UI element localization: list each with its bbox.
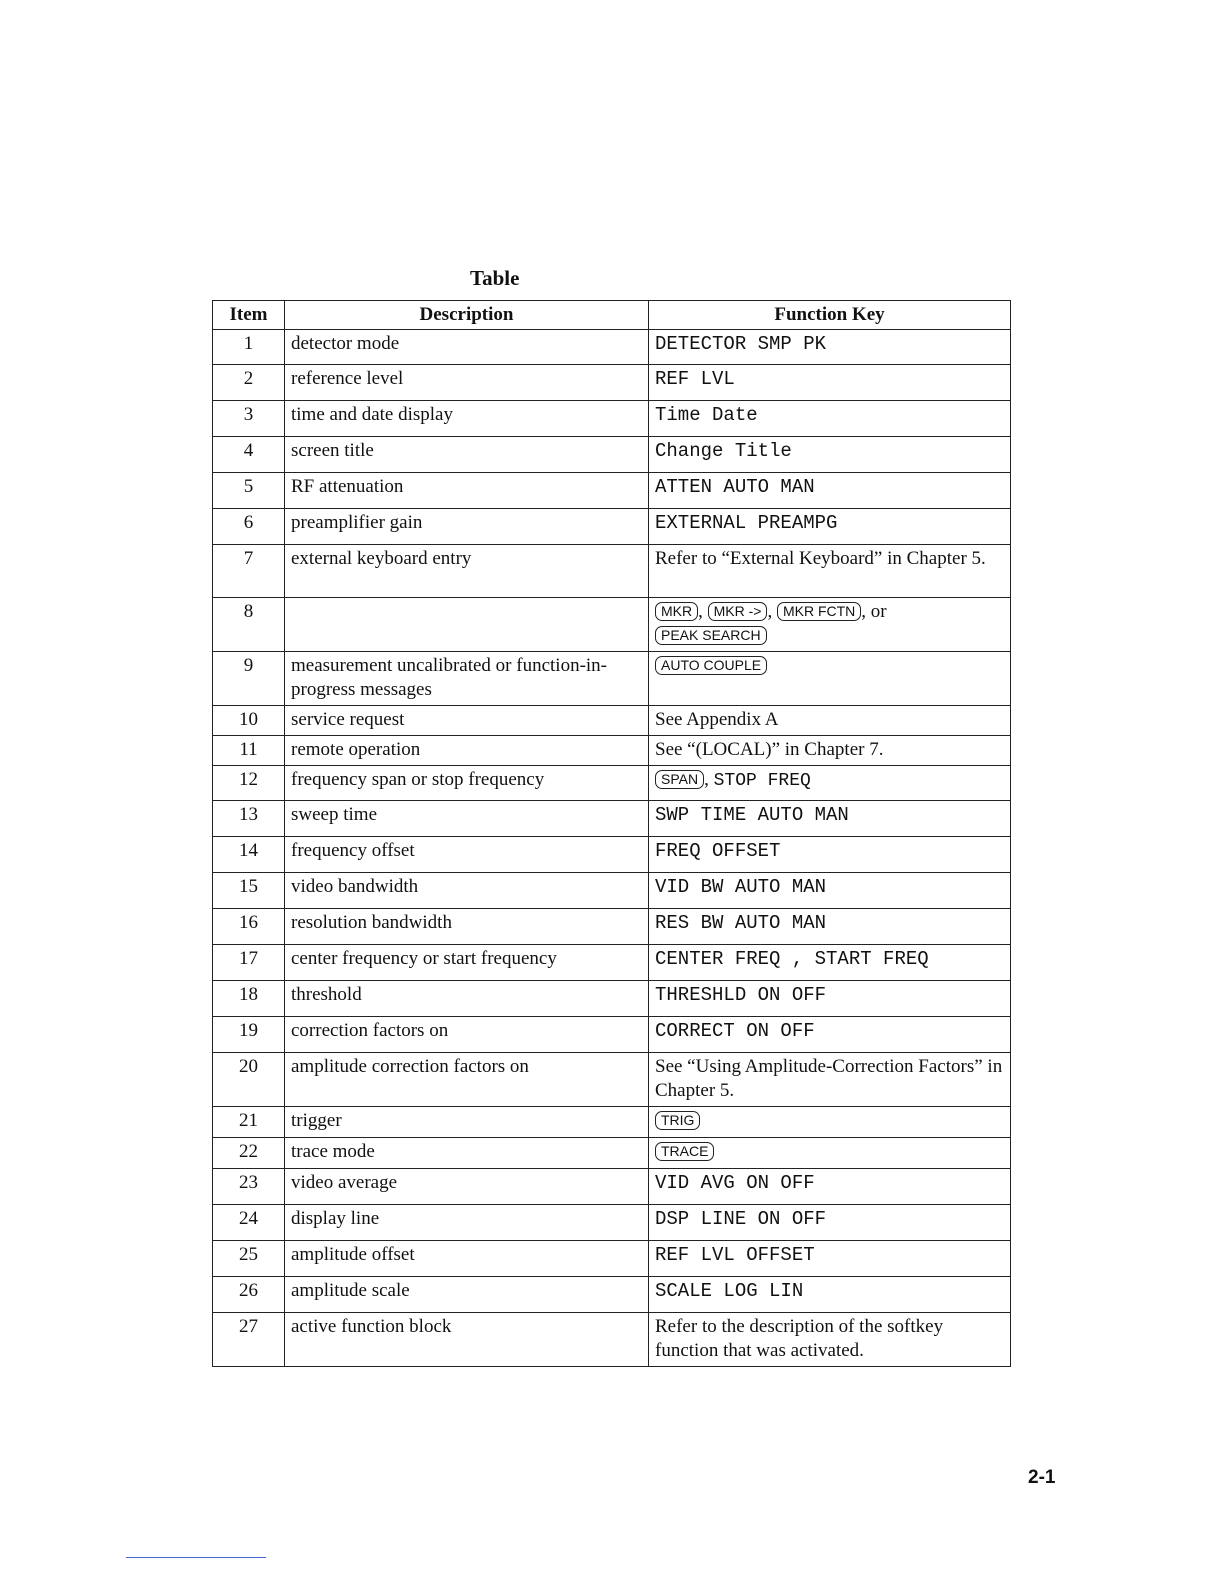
function-key: VID AVG ON OFF	[649, 1169, 1011, 1205]
item-number: 13	[213, 801, 285, 837]
function-key-table	[212, 300, 1011, 1367]
table-row	[213, 1313, 1011, 1367]
function-key: SWP TIME AUTO MAN	[649, 801, 1011, 837]
mkr-fctn-key: MKR FCTN	[777, 602, 861, 621]
mkr-key: MKR	[655, 602, 698, 621]
item-number: 5	[213, 473, 285, 509]
separator: , or	[861, 601, 887, 622]
function-key: See Appendix A	[649, 706, 1011, 736]
function-key: REF LVL OFFSET	[649, 1241, 1011, 1277]
function-key: EXTERNAL PREAMPG	[649, 509, 1011, 545]
description: RF attenuation	[285, 473, 649, 509]
item-number: 17	[213, 945, 285, 981]
function-key	[649, 652, 1011, 706]
description: time and date display	[285, 401, 649, 437]
function-key: Refer to the description of the softkey function that was activated.	[649, 1313, 1011, 1367]
peak-search-key: PEAK SEARCH	[655, 626, 767, 645]
function-key: FREQ OFFSET	[649, 837, 1011, 873]
function-key: CORRECT ON OFF	[649, 1017, 1011, 1053]
description: trigger	[285, 1107, 649, 1138]
item-number: 6	[213, 509, 285, 545]
item-number: 26	[213, 1277, 285, 1313]
item-number: 20	[213, 1053, 285, 1107]
item-number: 9	[213, 652, 285, 706]
item-number: 3	[213, 401, 285, 437]
separator: ,	[698, 601, 708, 622]
auto-couple-key: AUTO COUPLE	[655, 656, 767, 675]
item-number: 22	[213, 1138, 285, 1169]
item-number: 15	[213, 873, 285, 909]
description: amplitude scale	[285, 1277, 649, 1313]
function-key: Time Date	[649, 401, 1011, 437]
description: preamplifier gain	[285, 509, 649, 545]
item-number: 16	[213, 909, 285, 945]
item-number: 23	[213, 1169, 285, 1205]
description: video bandwidth	[285, 873, 649, 909]
item-number: 1	[213, 330, 285, 365]
description: remote operation	[285, 736, 649, 766]
description: external keyboard entry	[285, 545, 649, 598]
item-number: 21	[213, 1107, 285, 1138]
table-row	[213, 837, 1011, 873]
span-key: SPAN	[655, 770, 704, 789]
function-key: See “(LOCAL)” in Chapter 7.	[649, 736, 1011, 766]
table-row	[213, 1017, 1011, 1053]
description: detector mode	[285, 330, 649, 365]
function-key: RES BW AUTO MAN	[649, 909, 1011, 945]
separator: ,	[767, 601, 777, 622]
function-key: Change Title	[649, 437, 1011, 473]
table-row	[213, 598, 1011, 652]
function-key: CENTER FREQ , START FREQ	[649, 945, 1011, 981]
table-row	[213, 981, 1011, 1017]
table-row	[213, 736, 1011, 766]
function-key: REF LVL	[649, 365, 1011, 401]
function-key	[649, 766, 1011, 801]
table-row	[213, 437, 1011, 473]
page-number: 2-1	[1028, 1467, 1056, 1488]
trig-key: TRIG	[655, 1111, 700, 1130]
item-number: 19	[213, 1017, 285, 1053]
description: screen title	[285, 437, 649, 473]
function-key: ATTEN AUTO MAN	[649, 473, 1011, 509]
table-row	[213, 401, 1011, 437]
table-caption: Table	[470, 266, 520, 290]
description: amplitude offset	[285, 1241, 649, 1277]
description: reference level	[285, 365, 649, 401]
table-row	[213, 945, 1011, 981]
function-key: SCALE LOG LIN	[649, 1277, 1011, 1313]
table-row	[213, 766, 1011, 801]
stop-freq-softkey: STOP FREQ	[713, 771, 811, 791]
item-number: 25	[213, 1241, 285, 1277]
description: sweep time	[285, 801, 649, 837]
header-function-key: Function Key	[649, 301, 1011, 330]
function-key	[649, 1107, 1011, 1138]
function-key: DETECTOR SMP PK	[649, 330, 1011, 365]
table-row	[213, 330, 1011, 365]
header-item: Item	[213, 301, 285, 330]
description: trace mode	[285, 1138, 649, 1169]
description: resolution bandwidth	[285, 909, 649, 945]
table-row	[213, 1277, 1011, 1313]
table-row	[213, 473, 1011, 509]
table-row	[213, 1241, 1011, 1277]
mkr-arrow-key: MKR ->	[708, 602, 768, 621]
item-number: 24	[213, 1205, 285, 1241]
description: correction factors on	[285, 1017, 649, 1053]
description: frequency span or stop frequency	[285, 766, 649, 801]
description: frequency offset	[285, 837, 649, 873]
table-row	[213, 365, 1011, 401]
header-description: Description	[285, 301, 649, 330]
table-row	[213, 652, 1011, 706]
function-key	[649, 1138, 1011, 1169]
item-number: 12	[213, 766, 285, 801]
description: center frequency or start frequency	[285, 945, 649, 981]
function-key: Refer to “External Keyboard” in Chapter 5.	[649, 545, 1011, 598]
item-number: 4	[213, 437, 285, 473]
table-row	[213, 1138, 1011, 1169]
separator: ,	[704, 769, 714, 790]
description: video average	[285, 1169, 649, 1205]
table-row	[213, 1053, 1011, 1107]
table-row	[213, 801, 1011, 837]
table-row	[213, 509, 1011, 545]
item-number: 8	[213, 598, 285, 652]
item-number: 7	[213, 545, 285, 598]
description: threshold	[285, 981, 649, 1017]
description: display line	[285, 1205, 649, 1241]
description: amplitude correction factors on	[285, 1053, 649, 1107]
item-number: 2	[213, 365, 285, 401]
description: active function block	[285, 1313, 649, 1367]
table-row	[213, 909, 1011, 945]
table-row	[213, 1169, 1011, 1205]
description: measurement uncalibrated or function-in-progress messages	[285, 652, 649, 706]
table-row	[213, 873, 1011, 909]
table-header-row	[213, 301, 1011, 330]
table-row	[213, 706, 1011, 736]
function-key	[649, 598, 1011, 652]
description: service request	[285, 706, 649, 736]
item-number: 11	[213, 736, 285, 766]
function-key: See “Using Amplitude-Correction Factors” in Chapter 5.	[649, 1053, 1011, 1107]
footer-rule	[126, 1557, 266, 1558]
function-key: DSP LINE ON OFF	[649, 1205, 1011, 1241]
function-key: THRESHLD ON OFF	[649, 981, 1011, 1017]
item-number: 18	[213, 981, 285, 1017]
item-number: 10	[213, 706, 285, 736]
table-row	[213, 1107, 1011, 1138]
table-row	[213, 545, 1011, 598]
item-number: 27	[213, 1313, 285, 1367]
table-row	[213, 1205, 1011, 1241]
item-number: 14	[213, 837, 285, 873]
trace-key: TRACE	[655, 1142, 714, 1161]
function-key: VID BW AUTO MAN	[649, 873, 1011, 909]
description	[285, 598, 649, 652]
